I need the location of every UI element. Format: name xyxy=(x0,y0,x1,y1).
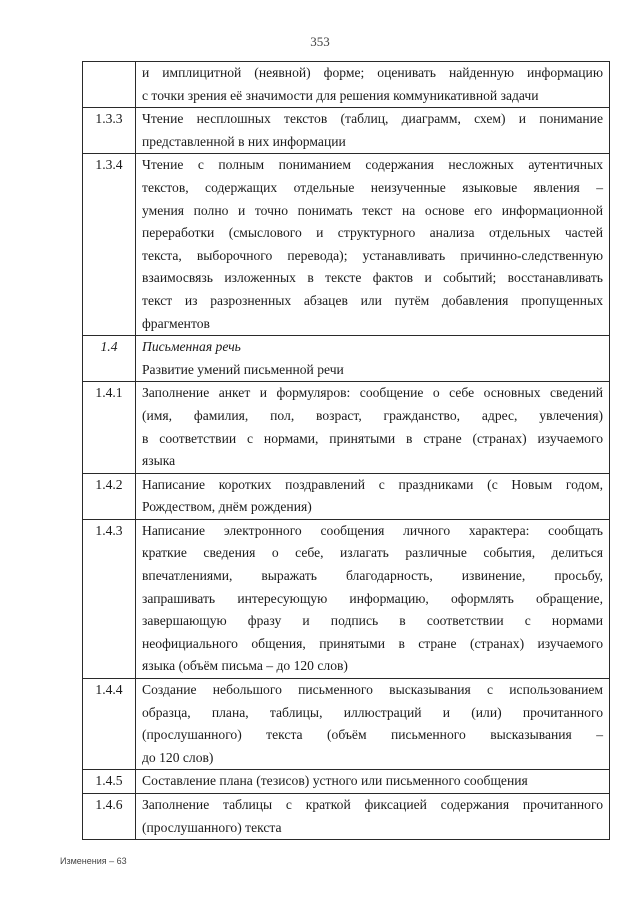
table-row xyxy=(83,62,610,108)
text-line: Написание электронного сообщения личного характера: сообщать xyxy=(142,522,603,538)
row-code: 1.4.6 xyxy=(83,794,136,840)
footer-note: Изменения – 63 xyxy=(60,856,127,866)
text-line: Заполнение таблицы с краткой фиксацией содержания прочитанного xyxy=(142,797,603,812)
row-code: 1.4 xyxy=(83,336,136,382)
text-line: текста, выборочного перевода); устанавливать причинно-следственную xyxy=(142,247,603,263)
row-text xyxy=(136,473,610,519)
text-line: Написание коротких поздравлений с праздниками (с Новым годом, xyxy=(142,476,603,492)
text-line: в соответствии с нормами, принятыми в стране (странах) изучаемого xyxy=(142,430,603,446)
text-line: и имплицитной (неявной) форме; оценивать найденную информацию xyxy=(142,65,603,80)
table-row xyxy=(83,108,610,154)
text-line: (прослушанного) текста (объём письменного высказывания – xyxy=(142,727,603,743)
text-line: Чтение с полным пониманием содержания несложных аутентичных xyxy=(142,157,603,173)
text-line: текстов, содержащих отдельные неизученные языковые явления – xyxy=(142,179,603,195)
table-body xyxy=(83,62,610,840)
row-code: 1.4.4 xyxy=(83,679,136,770)
text-line: краткие сведения о себе, излагать различные события, делиться xyxy=(142,545,603,561)
text-line: умения полно и точно понимать текст на основе его информационной xyxy=(142,202,603,218)
row-text xyxy=(136,382,610,473)
table-row xyxy=(83,336,610,382)
text-line: переработки (смыслового и структурного анализа отдельных частей xyxy=(142,225,603,241)
text-line: языка (объём письма – до 120 слов) xyxy=(142,658,348,674)
curriculum-table xyxy=(82,61,610,840)
row-text xyxy=(136,794,610,840)
row-text xyxy=(136,679,610,770)
row-text xyxy=(136,154,610,336)
table-row xyxy=(83,154,610,336)
row-code: 1.4.1 xyxy=(83,382,136,473)
table-row xyxy=(83,770,610,794)
table-row xyxy=(83,679,610,770)
table-row xyxy=(83,382,610,473)
row-text xyxy=(136,770,610,794)
row-code: 1.3.3 xyxy=(83,108,136,154)
text-line: Составление плана (тезисов) устного или письменного сообщения xyxy=(142,773,528,789)
text-line: (имя, фамилия, пол, возраст, гражданство, адрес, увлечения) xyxy=(142,407,603,423)
row-code: 1.3.4 xyxy=(83,154,136,336)
text-line: текст из разрозненных абзацев или путём добавления пропущенных xyxy=(142,292,603,308)
table-row xyxy=(83,519,610,678)
text-line: Создание небольшого письменного высказывания с использованием xyxy=(142,682,603,698)
row-code: 1.4.2 xyxy=(83,473,136,519)
row-code: 1.4.5 xyxy=(83,770,136,794)
row-text xyxy=(136,62,610,108)
text-line: до 120 слов) xyxy=(142,749,214,765)
row-text xyxy=(136,519,610,678)
row-code: 1.4.3 xyxy=(83,519,136,678)
text-line: завершающую фразу и подпись в соответствии с нормами xyxy=(142,613,603,629)
text-line: неофициального общения, принятыми в стране (странах) изучаемого xyxy=(142,635,603,651)
text-line: Рождеством, днём рождения) xyxy=(142,499,312,515)
text-line: представленной в них информации xyxy=(142,133,346,149)
text-line: запрашивать интересующую информацию, оформлять обращение, xyxy=(142,590,603,606)
section-heading: Письменная речь xyxy=(142,339,241,355)
row-code xyxy=(83,62,136,108)
table-row xyxy=(83,794,610,840)
text-line: Заполнение анкет и формуляров: сообщение о себе основных сведений xyxy=(142,385,603,401)
page-number: 353 xyxy=(310,34,330,49)
text-line: (прослушанного) текста xyxy=(142,819,282,835)
text-line: с точки зрения её значимости для решения коммуникативной задачи xyxy=(142,87,539,103)
text-line: Развитие умений письменной речи xyxy=(142,361,344,377)
table-row xyxy=(83,473,610,519)
text-line: Чтение несплошных текстов (таблиц, диаграмм, схем) и понимание xyxy=(142,111,603,127)
text-line: языка xyxy=(142,453,176,469)
text-line: образца, плана, таблицы, иллюстраций и (или) прочитанного xyxy=(142,704,603,720)
row-text xyxy=(136,108,610,154)
text-line: впечатлениями, выражать благодарность, извинение, просьбу, xyxy=(142,568,603,584)
text-line: фрагментов xyxy=(142,315,210,331)
text-line: взаимосвязь изложенных в тексте фактов и событий; восстанавливать xyxy=(142,270,603,286)
row-text xyxy=(136,336,610,382)
